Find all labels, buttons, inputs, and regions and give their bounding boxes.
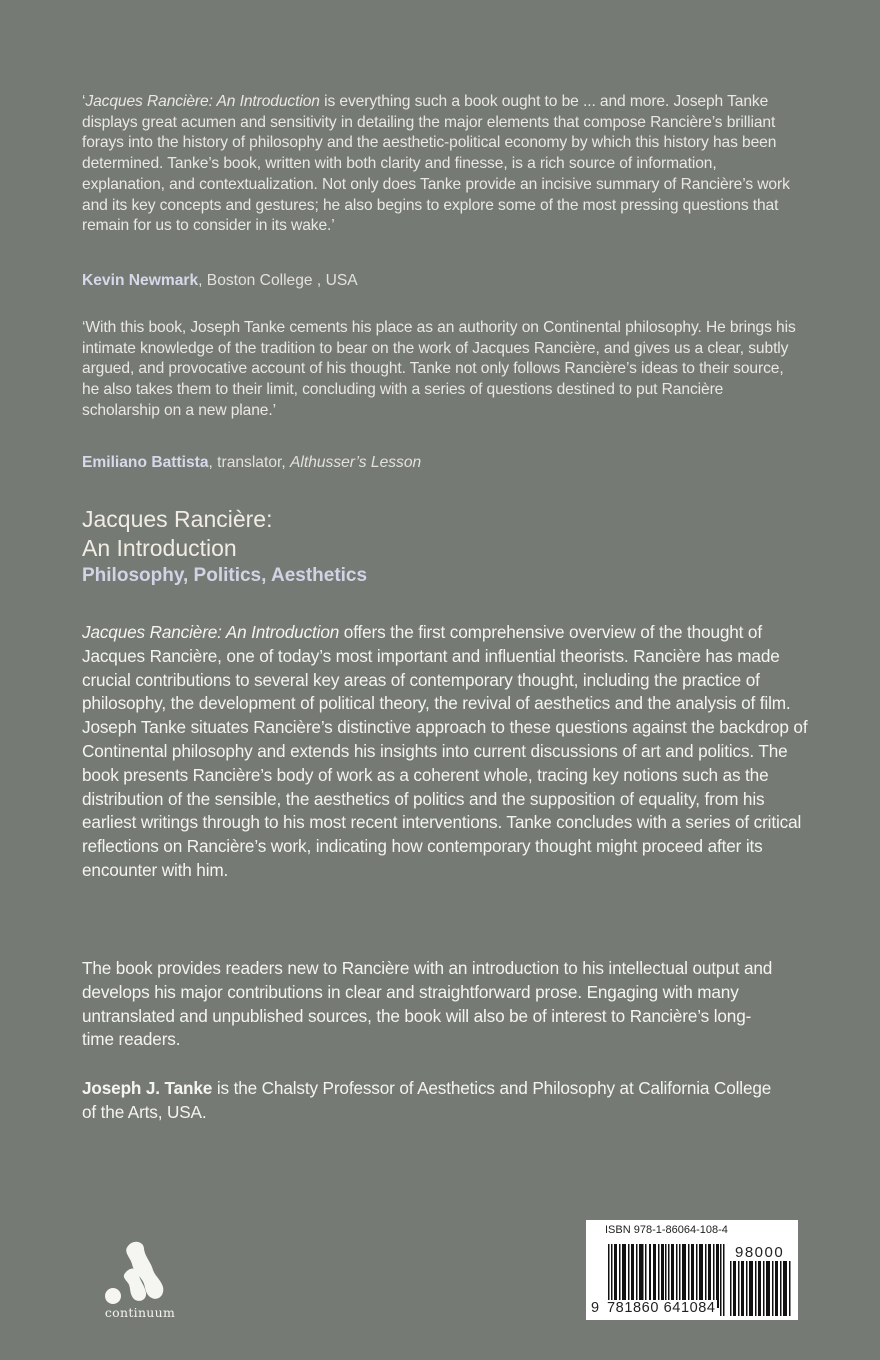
author-bio-text: is the Chalsty Professor of Aesthetics and Philosophy at California College of the Arts, USA.: [82, 1078, 772, 1122]
author-name: Joseph J. Tanke: [82, 1078, 213, 1098]
endorser-affiliation: , Boston College , USA: [198, 272, 358, 289]
description-paragraph-2: The book provides readers new to Rancière with an introduction to his intellectual output and develops his major contributions in clear and straightforward prose. Engaging with many untranslated and unpublished sources, the book will also be of interest to Rancière’s long-time readers.: [82, 958, 773, 1050]
endorser-name: Emiliano Battista: [82, 454, 209, 471]
price-addon-bars: [730, 1261, 792, 1316]
endorsement-attribution-1: [82, 272, 358, 290]
ean-lead-digit: 9: [591, 1300, 600, 1316]
ean-digits: 781860 641084: [607, 1300, 716, 1316]
book-title-line-1: Jacques Rancière:: [82, 506, 273, 532]
endorsement-attribution-2: [82, 454, 421, 472]
description-text: offers the first comprehensive overview of the thought of Jacques Rancière, one of today’s most important and influential theorists. Rancière has made crucial contributions to several key areas of contemporary thought, including the practice of philosophy, the development of political theory, the revival of aesthetics and the analysis of film. Joseph Tanke situates Rancière’s distinctive approach to these questions against the backdrop of Continental philosophy and extends his insights into current discussions of art and politics. The book presents Rancière’s body of work as a coherent whole, tracing key notions such as the distribution of the sensible, the aesthetics of politics and the supposition of equality, from his earliest writings through to his most recent interventions. Tanke concludes with a series of critical reflections on Rancière’s work, indicating how contemporary thought might proceed after its encounter with him.: [82, 622, 808, 880]
price-addon-digits: 98000: [735, 1244, 785, 1261]
isbn-barcode: [586, 1220, 798, 1320]
publisher-name: continuum: [104, 1305, 176, 1320]
open-quote-mark: ‘: [82, 93, 86, 110]
endorsement-quote-1: [82, 92, 802, 237]
endorser-work: Althusser’s Lesson: [290, 454, 422, 471]
book-subtitle: Philosophy, Politics, Aesthetics: [82, 565, 368, 586]
author-bio: [82, 1077, 782, 1125]
book-title-italic: Jacques Rancière: An Introduction: [82, 622, 340, 642]
endorsement-quote-2: ‘With this book, Joseph Tanke cements his place as an authority on Continental philosophy. He brings his intimate knowledge of the tradition to bear on the work of Jacques Rancière, and gives us a clear, subtly argued, and provocative account of his thought. Tanke not only follows Rancière’s ideas to their source, he also takes them to their limit, concluding with a series of questions destined to put Rancière scholarship on a new plane.’: [82, 319, 796, 419]
book-title-italic: Jacques Rancière: An Introduction: [85, 93, 320, 110]
isbn-label: ISBN 978-1-86064-108-4: [605, 1224, 728, 1236]
book-title-block: [82, 505, 367, 589]
endorser-affiliation: , translator,: [208, 454, 290, 471]
book-title-line-2: An Introduction: [82, 535, 237, 561]
description-paragraph-1: [82, 621, 817, 883]
endorser-name: Kevin Newmark: [82, 272, 199, 289]
quote-text: is everything such a book ought to be ... and more. Joseph Tanke displays great acumen and sensitivity in detailing the major elements that compose Rancière’s brilliant forays into the history of philosophy and the aesthetic-political economy by which this history has been determined. Tanke’s book, written with both clarity and finesse, is a rich source of information, explanation, and contextualization. Not only does Tanke provide an incisive summary of Rancière’s work and its key concepts and gestures; he also begins to explore some of the most pressing questions that remain for us to consider in its wake.’: [82, 93, 790, 235]
